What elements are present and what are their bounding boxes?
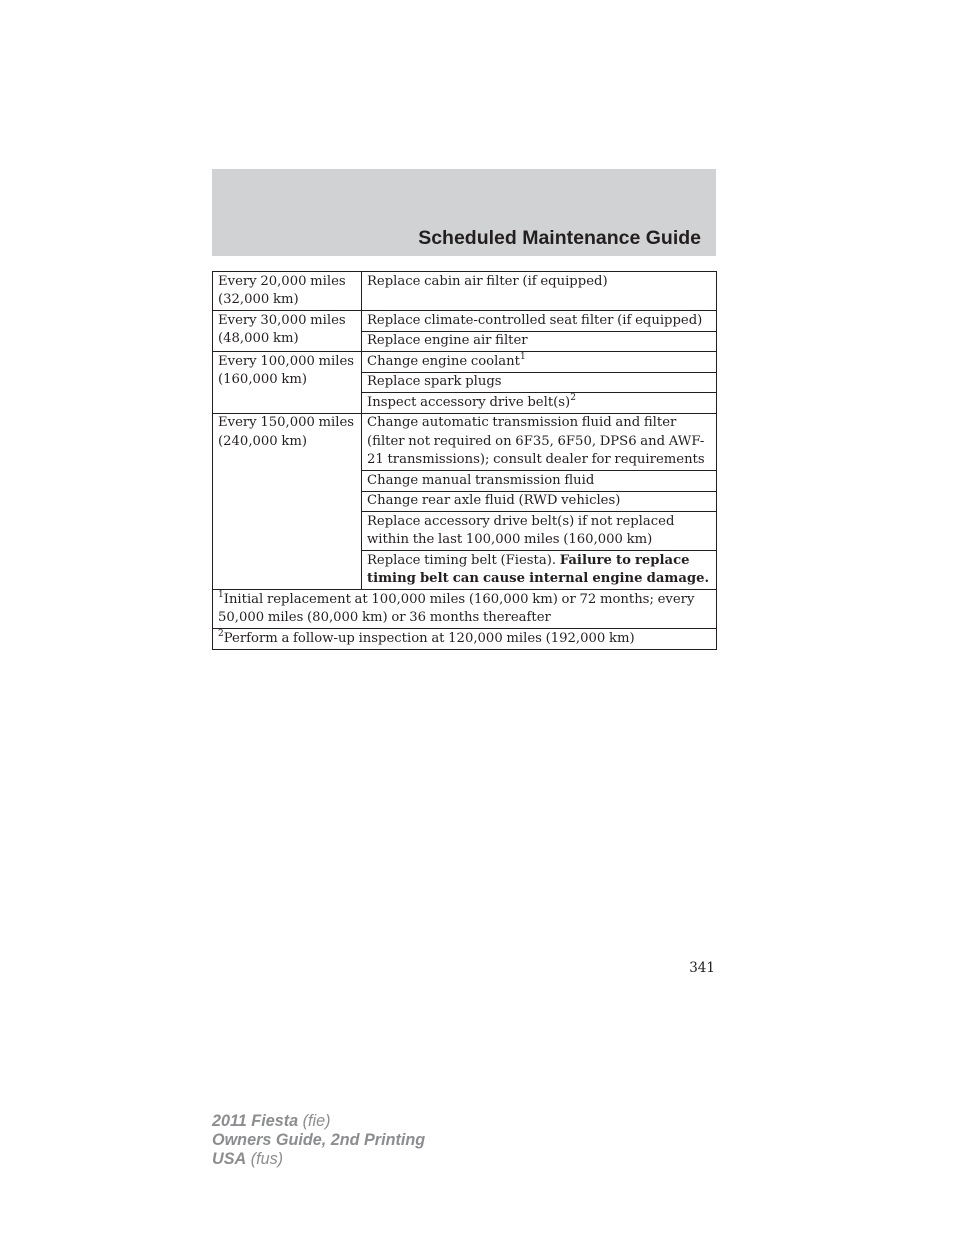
interval-miles: Every 150,000 miles: [218, 415, 355, 430]
footnote-marker: 2: [570, 392, 576, 403]
footnote-row: [213, 629, 717, 650]
warning-text: Failure to replace timing belt can cause internal engine damage.: [367, 552, 710, 586]
footer-market-code: (fus): [250, 1150, 284, 1168]
document-footer: [212, 1112, 425, 1169]
task-cell: Replace spark plugs: [362, 372, 717, 393]
task-text: Replace timing belt (Fiesta).: [367, 552, 557, 568]
interval-cell: [213, 352, 362, 414]
task-cell: Change rear axle fluid (RWD vehicles): [362, 491, 717, 512]
section-header-band: [212, 169, 716, 256]
interval-miles: Every 100,000 miles: [218, 353, 355, 369]
task-text: Inspect accessory drive belt(s): [367, 394, 571, 410]
footnote-row: [213, 590, 717, 629]
task-cell: Replace accessory drive belt(s) if not replaced within the last 100,000 miles (160,000 km): [362, 512, 717, 551]
interval-km: (32,000 km): [218, 292, 299, 307]
table-row: [213, 272, 717, 311]
task-cell: Replace cabin air filter (if equipped): [362, 272, 717, 311]
section-title: Scheduled Maintenance Guide: [418, 227, 701, 249]
table-row: [213, 352, 717, 373]
footer-line-model: [212, 1112, 425, 1131]
interval-cell: [213, 311, 362, 352]
table-row: [213, 413, 717, 471]
footer-market: USA: [212, 1150, 247, 1168]
task-cell: Change automatic transmission fluid and filter (filter not required on 6F35, 6F50, DPS6 and AWF-21 transmissions); consult dealer for requirements: [362, 413, 717, 471]
footnote-marker: 2: [218, 628, 224, 639]
footnote-marker: 1: [519, 351, 526, 362]
table-row: [213, 311, 717, 332]
task-text: Change engine coolant: [367, 353, 520, 369]
task-cell: [362, 393, 717, 414]
footer-model-code: (fie): [302, 1112, 331, 1130]
footer-line-market: [212, 1150, 425, 1169]
footnote-cell: [213, 629, 717, 650]
maintenance-schedule-table: [212, 271, 717, 650]
footnote-text: Initial replacement at 100,000 miles (160,000 km) or 72 months; every 50,000 miles (80,000 km) or 36 months thereafter: [218, 591, 695, 625]
footnote-marker: 1: [218, 589, 224, 600]
task-cell: Replace climate-controlled seat filter (if equipped): [362, 311, 717, 332]
footer-edition: Owners Guide, 2nd Printing: [212, 1131, 426, 1149]
interval-miles: Every 20,000 miles: [218, 273, 346, 289]
footnote-text: Perform a follow-up inspection at 120,000 miles (192,000 km): [223, 630, 635, 646]
page-number: 341: [689, 960, 715, 976]
task-cell: [362, 352, 717, 373]
interval-cell: [213, 413, 362, 590]
task-cell: [362, 551, 717, 590]
footnote-cell: [213, 590, 717, 629]
task-cell: Replace engine air filter: [362, 331, 717, 352]
task-cell: Change manual transmission fluid: [362, 471, 717, 492]
footer-model: 2011 Fiesta: [212, 1112, 299, 1130]
interval-cell: [213, 272, 362, 311]
interval-km: (240,000 km): [218, 433, 308, 449]
interval-km: (48,000 km): [218, 331, 299, 346]
interval-km: (160,000 km): [218, 372, 308, 387]
interval-miles: Every 30,000 miles: [218, 312, 346, 328]
